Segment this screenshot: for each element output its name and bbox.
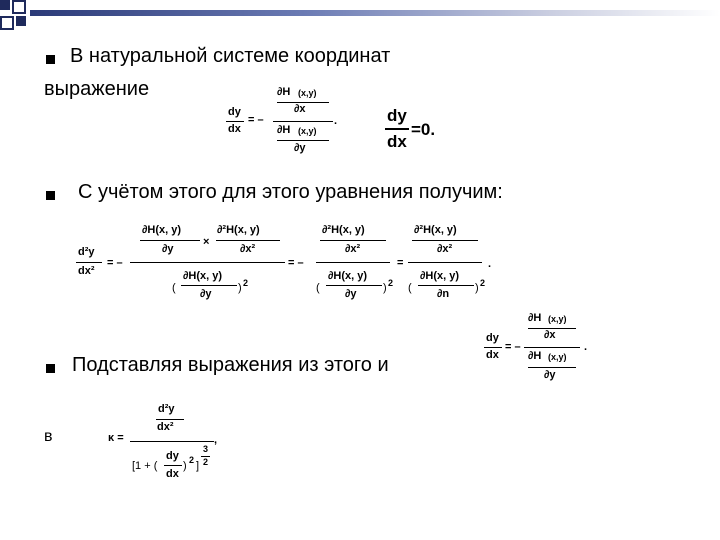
bullet-square-icon [46,191,55,200]
f4-lhs-bar [484,347,502,348]
f3-c-low-den: ∂n [437,288,450,300]
f3-eq2: = – [288,257,304,269]
f3-b-num: ∂²H(x, y) [322,224,365,236]
f3-lhs-bar [76,262,102,263]
f5-comma: , [214,434,218,446]
f3-a-num2: ∂²H(x, y) [217,224,260,236]
f1-lhs-bar [226,121,244,122]
f4-dot: . [584,341,588,353]
f4-den-bar [528,367,576,368]
f3-c-low-bar [418,285,474,286]
f4-num-partial: ∂H [528,312,542,324]
bullet-square-icon [46,55,55,64]
f3-eq3: = [397,257,404,269]
f3-b-den: ∂x² [345,243,361,255]
f3-c-main-bar [408,262,482,263]
f1-den-den: ∂y [294,142,306,154]
f1-num-partial: ∂H [277,86,291,98]
f5-num-den: dx² [157,421,174,433]
f4-num-den: ∂x [544,329,556,341]
f4-num-args: (x,y) [548,314,567,324]
f1-lhs-num: dy [228,106,241,118]
f3-c-bar1 [412,240,478,241]
corner-square-filled-1 [0,0,10,10]
f3-eq1: = – [107,257,123,269]
f3-c-low-pow: 2 [480,278,486,288]
f3-c-den: ∂x² [437,243,453,255]
f5-pow-2: 2 [189,455,195,465]
text-line-2: выражение [44,78,150,100]
f3-b-low-bar [326,285,382,286]
f1-num-args: (x,y) [298,88,317,98]
f3-a-bar2 [216,240,280,241]
f3-a-main-bar [130,262,285,263]
f3-b-low-pow: 2 [388,278,394,288]
f3-b-bar1 [320,240,386,241]
f3-b-low-den: ∂y [345,288,357,300]
f5-den-open: [1 + ( [132,460,158,472]
f5-pow-den: 2 [203,457,209,467]
f1-main-bar [273,121,333,122]
f3-a-low-bar [181,285,237,286]
f1-den-bar [277,140,329,141]
f3-a-bar1 [140,240,200,241]
f3-dot: . [488,258,492,270]
f5-num: d²y [158,403,175,415]
f4-eq: = – [505,341,521,353]
f3-a-low-den: ∂y [200,288,212,300]
corner-square-outline-1 [12,0,26,14]
text-line-3: С учётом этого для этого уравнения получим: [78,181,503,203]
f3-c-num: ∂²H(x, y) [414,224,457,236]
f1-num-den: ∂x [294,103,306,115]
f5-kappa: κ = [108,432,124,444]
f5-main-bar [130,441,214,442]
text-line-1: В натуральной системе координат [70,45,391,67]
f1-lhs-den: dx [228,123,241,135]
f4-main-bar [524,347,580,348]
f3-b-low-num: ∂H(x, y) [328,270,368,282]
f5-den-bar [164,465,182,466]
f3-lhs-den: dx² [78,265,95,277]
f4-den-args: (x,y) [548,352,567,362]
f5-pow-num: 3 [203,444,209,454]
f5-den-den: dx [166,468,179,480]
f3-a-num1: ∂H(x, y) [142,224,182,236]
f1-dot: . [334,115,338,127]
f3-a-low-pow: 2 [243,278,249,288]
f4-den-den: ∂y [544,369,556,381]
f3-a-den1: ∂y [162,243,174,255]
f5-bracket-close: ] [196,460,200,472]
f1-den-partial: ∂H [277,124,291,136]
text-line-4: Подставляя выражения из этого и [72,354,389,376]
f5-num-bar [156,419,184,420]
bullet-square-icon [46,364,55,373]
text-line-5: в [44,428,53,445]
f3-c-low-num: ∂H(x, y) [420,270,460,282]
f3-a-low-num: ∂H(x, y) [183,270,223,282]
f3-a-den2: ∂x² [240,243,256,255]
f4-den-partial: ∂H [528,350,542,362]
f3-b-main-bar [316,262,390,263]
f3-lhs-num: d²y [78,246,95,258]
f4-lhs-num: dy [486,332,499,344]
f5-den-close: ) [183,460,187,472]
f2-num: dy [387,106,407,125]
f4-lhs-den: dx [486,349,499,361]
f1-eq: = – [248,114,264,126]
f2-bar [385,128,409,130]
corner-square-outline-2 [0,16,14,30]
f5-den-num: dy [166,450,179,462]
title-gradient-bar [30,10,720,16]
f3-a-times: × [203,236,210,248]
f1-den-args: (x,y) [298,126,317,136]
f2-den: dx [387,132,407,151]
corner-square-filled-2 [16,16,26,26]
f2-rhs: =0. [411,120,436,139]
